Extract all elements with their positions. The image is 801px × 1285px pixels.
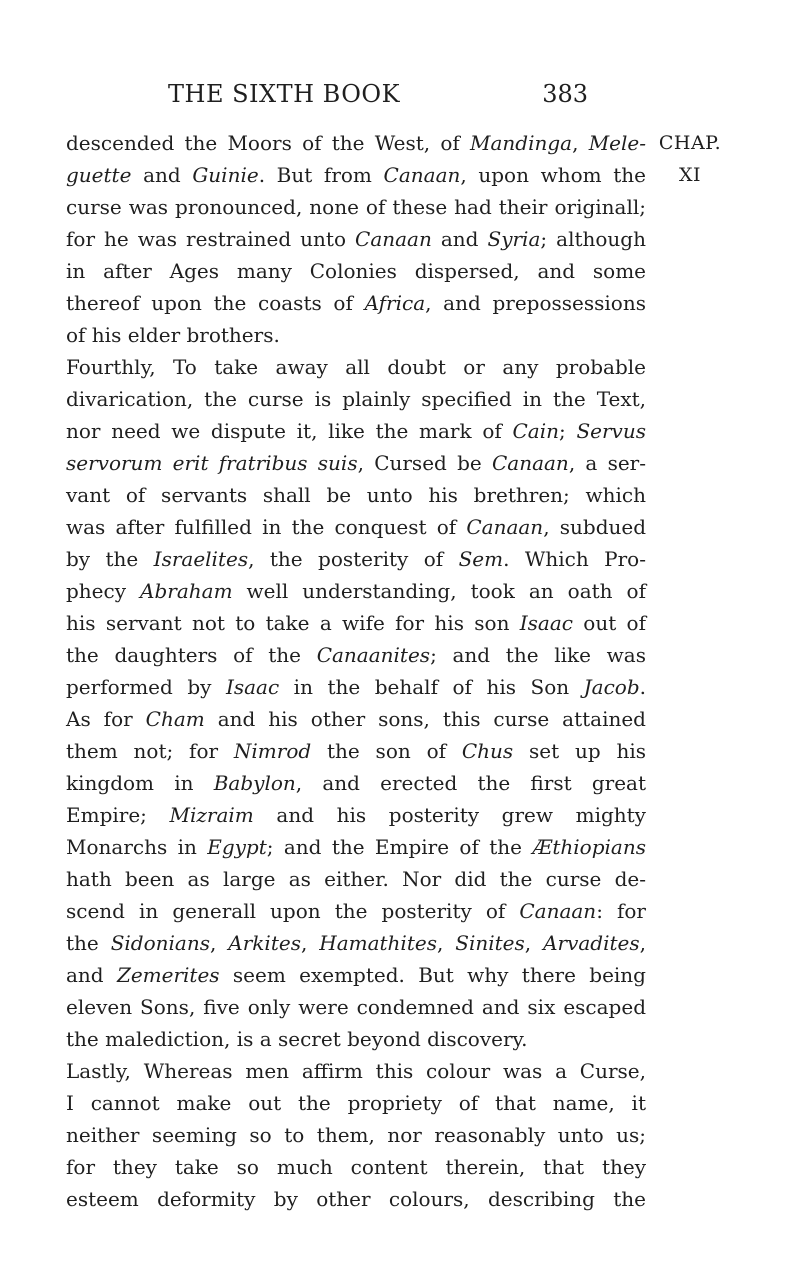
italic-run: Cham (145, 707, 205, 731)
italic-run: Mele- (588, 131, 646, 155)
text-run: kingdom in (66, 771, 214, 795)
text-line (66, 319, 646, 351)
text-run: for he was restrained unto (66, 227, 356, 251)
text-run: in after Ages many Colonies dispersed, and some (66, 259, 646, 283)
text-line (66, 831, 646, 863)
italic-run: Africa (364, 291, 426, 315)
italic-run: Babylon (213, 771, 296, 795)
italic-run: Arkites (228, 931, 301, 955)
text-run: set up his (513, 739, 647, 763)
text-run: Fourthly, To take away all doubt or any probable (66, 355, 646, 379)
text-line (66, 799, 646, 831)
text-line (66, 383, 646, 415)
text-run: his servant not to take a wife for his son (66, 611, 520, 635)
italic-run: Zemerites (116, 963, 220, 987)
text-run: in the behalf of his Son (279, 675, 584, 699)
italic-run: Canaan (355, 227, 432, 251)
text-line (66, 415, 646, 447)
text-run: ; and the like was (430, 643, 646, 667)
text-run: ; (559, 419, 577, 443)
italic-run: Mizraim (169, 803, 254, 827)
italic-run: Canaanites (316, 643, 431, 667)
text-run: and his posterity grew mighty (253, 803, 646, 827)
running-title: THE SIXTH BOOK (168, 80, 401, 108)
text-run: hath been as large as either. Nor did the curse de- (66, 867, 646, 891)
italic-run: Israelites (153, 547, 249, 571)
italic-run: Canaan (491, 451, 569, 475)
margin-note-number: XI (678, 164, 702, 186)
text-run: . (639, 675, 646, 699)
text-line (66, 543, 646, 575)
italic-run: Sidonians (110, 931, 210, 955)
text-run: Lastly, Whereas men affirm this colour was a Curse, (66, 1059, 646, 1083)
text-run: of his elder brothers. (66, 323, 280, 347)
text-line (66, 1151, 646, 1183)
text-line (66, 991, 646, 1023)
text-line (66, 735, 646, 767)
text-run: the malediction, is a secret beyond discovery. (66, 1027, 528, 1051)
text-line (66, 959, 646, 991)
text-run: . But from (258, 163, 384, 187)
text-run: and (131, 163, 193, 187)
text-line (66, 1183, 646, 1215)
text-run: well understanding, took an oath of (232, 579, 646, 603)
italic-run: Abraham (140, 579, 233, 603)
text-run: scend in generall upon the posterity of (66, 899, 520, 923)
text-line (66, 127, 646, 159)
text-run: : for (596, 899, 646, 923)
text-line (66, 159, 646, 191)
text-run: the daughters of the (66, 643, 317, 667)
text-run: by the (66, 547, 154, 571)
text-run: performed by (66, 675, 226, 699)
text-line (66, 703, 646, 735)
italic-run: Hamathites (319, 931, 437, 955)
italic-run: Sinites (455, 931, 525, 955)
italic-run: Nimrod (233, 739, 312, 763)
italic-run: Æthiopians (532, 835, 646, 859)
text-line (66, 639, 646, 671)
text-run: out of (572, 611, 646, 635)
body-text (66, 127, 646, 1215)
margin-note-chap: CHAP. (658, 132, 722, 154)
text-line (66, 351, 646, 383)
text-line (66, 191, 646, 223)
text-run: and his other sons, this curse attained (204, 707, 646, 731)
text-line (66, 255, 646, 287)
text-line (66, 1087, 646, 1119)
text-run: and (431, 227, 488, 251)
text-run: neither seeming so to them, nor reasonably unto us; (66, 1123, 646, 1147)
text-line (66, 511, 646, 543)
text-run: esteem deformity by other colours, describing the (66, 1187, 646, 1211)
italic-run: Servus (576, 419, 646, 443)
text-run: seem exempted. But why there being (219, 963, 646, 987)
text-line (66, 1119, 646, 1151)
text-line (66, 223, 646, 255)
text-run: , (436, 931, 456, 955)
page-number: 383 (542, 80, 588, 108)
text-line (66, 895, 646, 927)
text-run: , and erected the first great (295, 771, 647, 795)
text-line (66, 287, 646, 319)
italic-run: Isaac (225, 675, 280, 699)
text-run: , a ser- (568, 451, 646, 475)
text-line (66, 447, 646, 479)
italic-run: Arvadites (543, 931, 640, 955)
italic-run: Mandinga (470, 131, 573, 155)
text-run: nor need we dispute it, like the mark of (66, 419, 513, 443)
text-run: the son of (311, 739, 462, 763)
text-run: curse was pronounced, none of these had their originall; (66, 195, 646, 219)
text-run: descended the Moors of the West, of (66, 131, 471, 155)
italic-run: Syria (487, 227, 541, 251)
text-line (66, 863, 646, 895)
italic-run: Canaan (383, 163, 461, 187)
italic-run: servorum erit fratribus suis (66, 451, 358, 475)
text-run: eleven Sons, five only were condemned and six escaped (66, 995, 646, 1019)
italic-run: guette (66, 163, 132, 187)
italic-run: Jacob (583, 675, 640, 699)
italic-run: Canaan (466, 515, 544, 539)
text-run: , Cursed be (357, 451, 492, 475)
text-run: , (524, 931, 544, 955)
italic-run: Egypt (207, 835, 267, 859)
text-run: thereof upon the coasts of (66, 291, 365, 315)
chapter-margin-note (650, 127, 730, 191)
text-run: for they take so much content therein, that they (66, 1155, 646, 1179)
italic-run: Sem (458, 547, 504, 571)
text-run: , (572, 131, 589, 155)
text-run: I cannot make out the propriety of that name, it (66, 1091, 646, 1115)
text-run: , and prepossessions (425, 291, 646, 315)
text-run: phecy (66, 579, 141, 603)
text-run: , upon whom the (460, 163, 646, 187)
text-run: ; and the Empire of the (266, 835, 533, 859)
text-run: them not; for (66, 739, 234, 763)
text-run: As for (66, 707, 146, 731)
text-line (66, 575, 646, 607)
page-header (168, 80, 588, 120)
text-run: Monarchs in (66, 835, 208, 859)
text-line (66, 1055, 646, 1087)
text-line (66, 479, 646, 511)
text-run: and (66, 963, 117, 987)
text-run: , the posterity of (248, 547, 459, 571)
text-run: , (639, 931, 646, 955)
italic-run: Chus (461, 739, 514, 763)
text-run: divarication, the curse is plainly specified in the Text, (66, 387, 646, 411)
text-run: , (300, 931, 320, 955)
text-run: the (66, 931, 111, 955)
text-run: Empire; (66, 803, 170, 827)
text-line (66, 671, 646, 703)
italic-run: Guinie (192, 163, 259, 187)
text-line (66, 927, 646, 959)
text-line (66, 607, 646, 639)
text-run: , (210, 931, 229, 955)
italic-run: Isaac (519, 611, 573, 635)
italic-run: Canaan (519, 899, 597, 923)
text-line (66, 767, 646, 799)
italic-run: Cain (512, 419, 559, 443)
text-run: . Which Pro- (503, 547, 646, 571)
text-run: vant of servants shall be unto his brethren; which (66, 483, 646, 507)
text-run: ; although (540, 227, 646, 251)
text-line (66, 1023, 646, 1055)
text-run: , subdued (543, 515, 647, 539)
text-run: was after fulfilled in the conquest of (66, 515, 467, 539)
